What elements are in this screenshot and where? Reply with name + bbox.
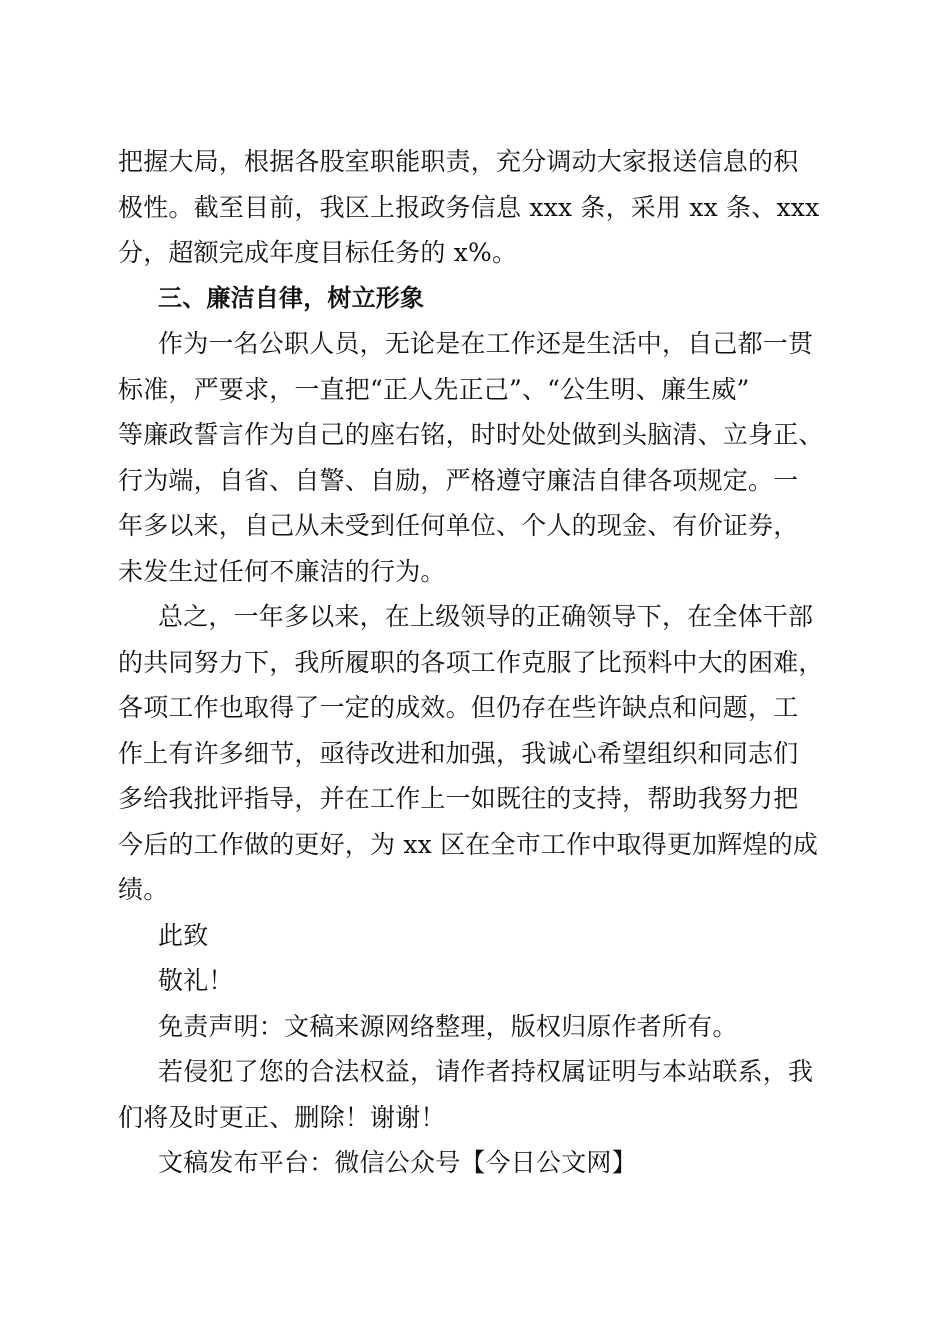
closing-salute: 敬礼！ <box>158 966 234 995</box>
text-line: 多给我批评指导，并在工作上一如既往的支持，帮助我努力把 <box>118 784 799 813</box>
text-line: 总之，一年多以来，在上级领导的正确领导下，在全体干部 <box>158 602 814 631</box>
text-line: 的共同努力下，我所履职的各项工作克服了比预料中大的困难， <box>118 647 824 677</box>
text-line: 绩。 <box>118 875 169 904</box>
text-line: 标准，严要求，一直把“正人先正己”、“公生明、廉生威” <box>118 374 750 404</box>
text-line: 行为端，自省、自警、自励，严格遵守廉洁自律各项规定。一 <box>118 465 799 495</box>
publisher-line: 文稿发布平台：微信公众号【今日公文网】 <box>158 1148 637 1177</box>
disclaimer-line: 们将及时更正、删除！谢谢！ <box>118 1102 446 1132</box>
closing-line: 此致 <box>158 920 209 950</box>
text-line: 今后的工作做的更好，为 xx 区在全市工作中取得更加辉煌的成 <box>118 829 819 859</box>
section-heading: 三、廉洁自律，树立形象 <box>158 283 425 312</box>
text-line: 分，超额完成年度目标任务的 x%。 <box>118 238 518 267</box>
text-line: 年多以来，自己从未受到任何单位、个人的现金、有价证券， <box>118 511 799 540</box>
disclaimer-line: 若侵犯了您的合法权益，请作者持权属证明与本站联系，我 <box>158 1057 814 1086</box>
text-line: 等廉政誓言作为自己的座右铭，时时处处做到头脑清、立身正、 <box>118 420 824 449</box>
text-line: 极性。截至目前，我区上报政务信息 xxx 条，采用 xx 条、xxx <box>118 192 820 222</box>
text-line: 把握大局，根据各股室职能职责，充分调动大家报送信息的积 <box>118 147 799 176</box>
text-line: 作为一名公职人员，无论是在工作还是生活中，自己都一贯 <box>158 329 814 358</box>
disclaimer-line: 免责声明：文稿来源网络整理，版权归原作者所有。 <box>158 1011 738 1041</box>
text-line: 各项工作也取得了一定的成效。但仍存在些许缺点和问题，工 <box>118 693 799 722</box>
text-line: 未发生过任何不廉洁的行为。 <box>118 556 446 586</box>
text-line: 作上有许多细节，亟待改进和加强，我诚心希望组织和同志们 <box>118 738 799 768</box>
document-page <box>118 139 840 1186</box>
